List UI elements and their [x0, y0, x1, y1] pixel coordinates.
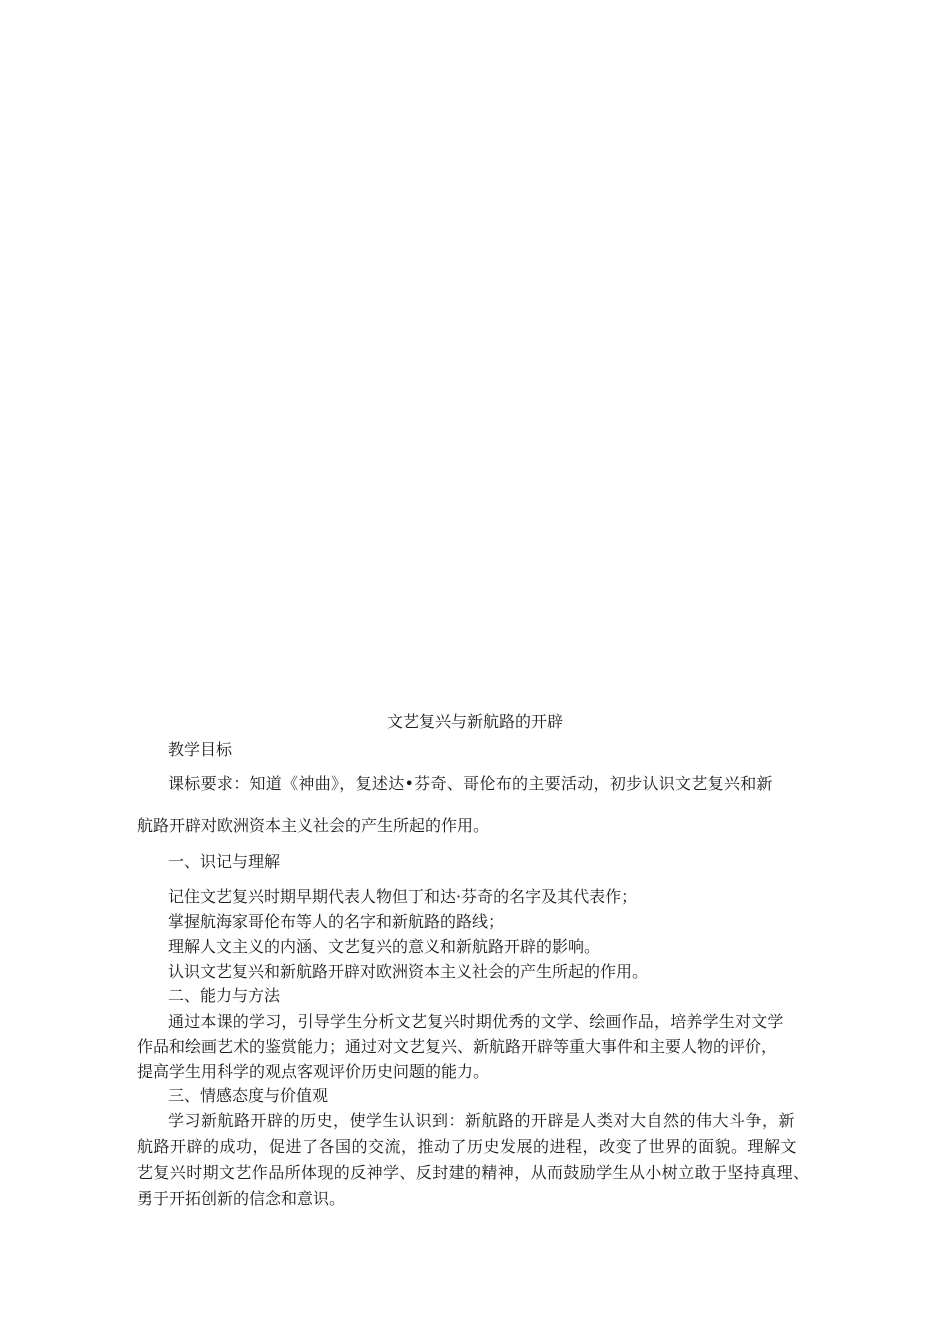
paragraph-line: 通过本课的学习，引导学生分析文艺复兴时期优秀的文学、绘画作品，培养学生对文学: [168, 1012, 784, 1031]
list-item: 理解人文主义的内涵、文艺复兴的意义和新航路开辟的影响。: [168, 937, 601, 956]
list-item: 认识文艺复兴和新航路开辟对欧洲资本主义社会的产生所起的作用。: [168, 962, 649, 981]
curriculum-requirement-line-1: 课标要求：知道《神曲》，复述达•芬奇、哥伦布的主要活动，初步认识文艺复兴和新: [168, 774, 773, 793]
list-item: 掌握航海家哥伦布等人的名字和新航路的路线；: [168, 912, 505, 931]
paragraph-line: 勇于开拓创新的信念和意识。: [137, 1189, 346, 1208]
paragraph-line: 提高学生用科学的观点客观评价历史问题的能力。: [137, 1062, 490, 1081]
paragraph-line: 学习新航路开辟的历史，使学生认识到：新航路的开辟是人类对大自然的伟大斗争，新: [168, 1111, 796, 1130]
curriculum-requirement-line-2: 航路开辟对欧洲资本主义社会的产生所起的作用。: [137, 816, 490, 835]
paragraph-line: 航路开辟的成功，促进了各国的交流，推动了历史发展的进程，改变了世界的面貌。理解文: [137, 1137, 798, 1156]
paragraph-line: 艺复兴时期文艺作品所体现的反神学、反封建的精神，从而鼓励学生从小树立敢于坚持真理、: [137, 1163, 810, 1182]
section-heading-ability-method: 二、能力与方法: [168, 986, 281, 1005]
list-item: 记住文艺复兴时期早期代表人物但丁和达·芬奇的名字及其代表作；: [168, 887, 638, 906]
section-heading-memory-understanding: 一、识记与理解: [168, 852, 281, 871]
paragraph-line: 作品和绘画艺术的鉴赏能力；通过对文艺复兴、新航路开辟等重大事件和主要人物的评价，: [137, 1037, 778, 1056]
section-heading-attitude-values: 三、情感态度与价值观: [168, 1086, 329, 1105]
goals-heading: 教学目标: [168, 740, 233, 759]
document-title: 文艺复兴与新航路的开辟: [386, 712, 563, 731]
